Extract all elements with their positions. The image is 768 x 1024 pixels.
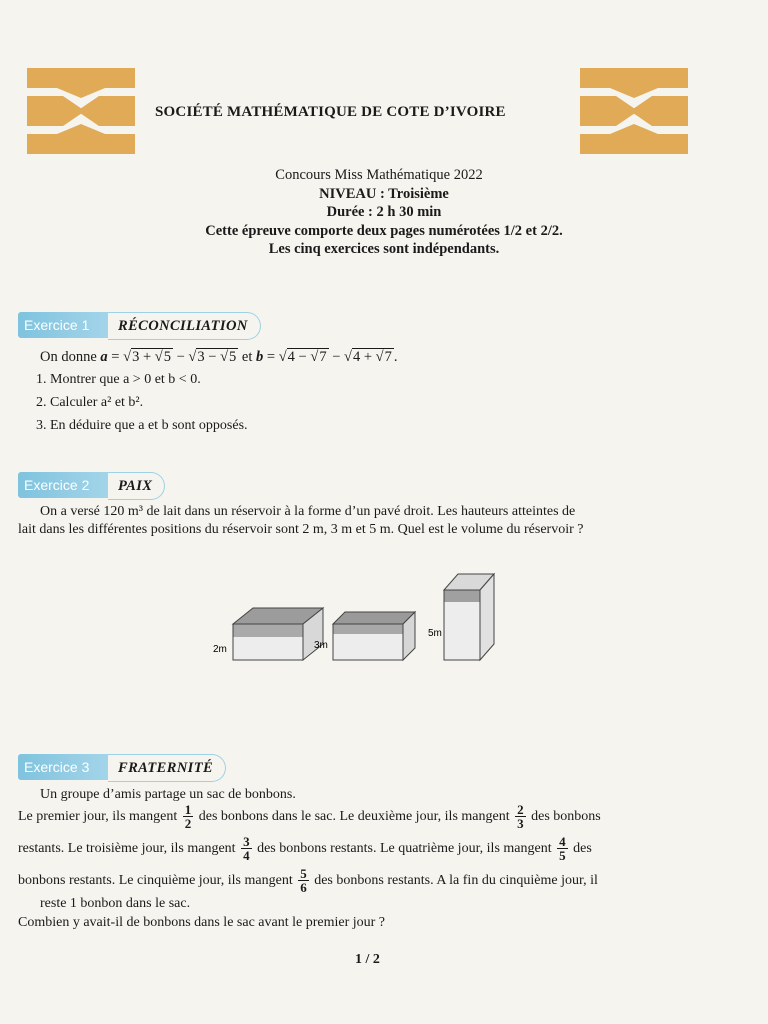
duration: Durée : 2 h 30 min <box>326 204 442 220</box>
exercise-1-intro: On donne a = √3 + √5 − √3 − √5 et b = √4 − √7 − √4 + √7 . <box>40 349 398 365</box>
page-number: 1 / 2 <box>355 952 380 967</box>
exercise-3-line-3: bonbons restants. Le cinquième jour, ils mangent $\frac{5}{6}$ des bonbons restants. A la fin du cinquième jour, il <box>18 866 598 896</box>
exam-header <box>0 166 768 259</box>
exercise-1-tag: Exercice 1 <box>18 312 116 338</box>
exercise-2-line-1: On a versé 120 m³ de lait dans un réservoir à la forme d’un pavé droit. Les hauteurs atteintes de <box>40 504 576 519</box>
exercise-3-line-2: restants. Le troisième jour, ils mangent $\frac{3}{4}$ des bonbons restants. Le quatrième jour, ils mangent $\frac{4}{5}$ des <box>18 834 592 864</box>
society-logo-right <box>580 68 688 154</box>
reservoir-figure <box>208 568 508 668</box>
independence-note: Les cinq exercices sont indépendants. <box>268 241 500 257</box>
reservoir-position-1 <box>233 608 323 660</box>
society-logo-left <box>27 68 135 154</box>
exercise-2-line-2: lait dans les différentes positions du réservoir sont 2 m, 3 m et 5 m. Quel est le volume du réservoir ? <box>18 522 584 537</box>
exercise-1-title: RÉCONCILIATION <box>108 312 261 340</box>
fraction-day-1: $\frac{1}{2}$ <box>184 802 192 832</box>
fraction-day-5: $\frac{5}{6}$ <box>300 866 307 896</box>
exercise-1-question-3: 3. En déduire que a et b sont opposés. <box>36 418 248 433</box>
exercise-2-title: PAIX <box>108 472 165 500</box>
reservoir-position-3 <box>444 574 494 660</box>
height-label-2m: 2m <box>213 644 227 655</box>
exercise-3-tag: Exercice 3 <box>18 754 116 780</box>
exercise-3-intro: Un groupe d’amis partage un sac de bonbons. <box>40 787 296 802</box>
exercise-1-question-2: 2. Calculer a² et b². <box>36 395 144 410</box>
fraction-day-3: $\frac{3}{4}$ <box>243 834 250 864</box>
level: NIVEAU : Troisième <box>319 185 449 202</box>
exercise-3-line-1: Le premier jour, ils mangent $\frac{1}{2}$ des bonbons dans le sac. Le deuxième jour, ils mangent $\frac{2}{3}$ des bonbons <box>18 802 601 832</box>
exercise-2-tag: Exercice 2 <box>18 472 116 498</box>
exercise-3-title: FRATERNITÉ <box>108 754 226 782</box>
contest-title: Concours Miss Mathématique 2022 <box>275 167 483 183</box>
fraction-day-2: $\frac{2}{3}$ <box>517 802 524 832</box>
height-label-5m: 5m <box>428 628 442 639</box>
exercise-3-question: Combien y avait-il de bonbons dans le sac avant le premier jour ? <box>18 915 386 930</box>
exercise-1-question-1: 1. Montrer que a > 0 et b < 0. <box>36 372 201 387</box>
reservoir-position-2 <box>333 612 415 660</box>
height-label-3m: 3m <box>314 640 328 651</box>
pages-note: Cette épreuve comporte deux pages numérotées 1/2 et 2/2. <box>205 222 563 239</box>
exercise-3-line-4: reste 1 bonbon dans le sac. <box>40 896 191 911</box>
society-name: SOCIÉTÉ MATHÉMATIQUE DE COTE D’IVOIRE <box>155 104 506 120</box>
fraction-day-4: $\frac{4}{5}$ <box>559 834 566 864</box>
